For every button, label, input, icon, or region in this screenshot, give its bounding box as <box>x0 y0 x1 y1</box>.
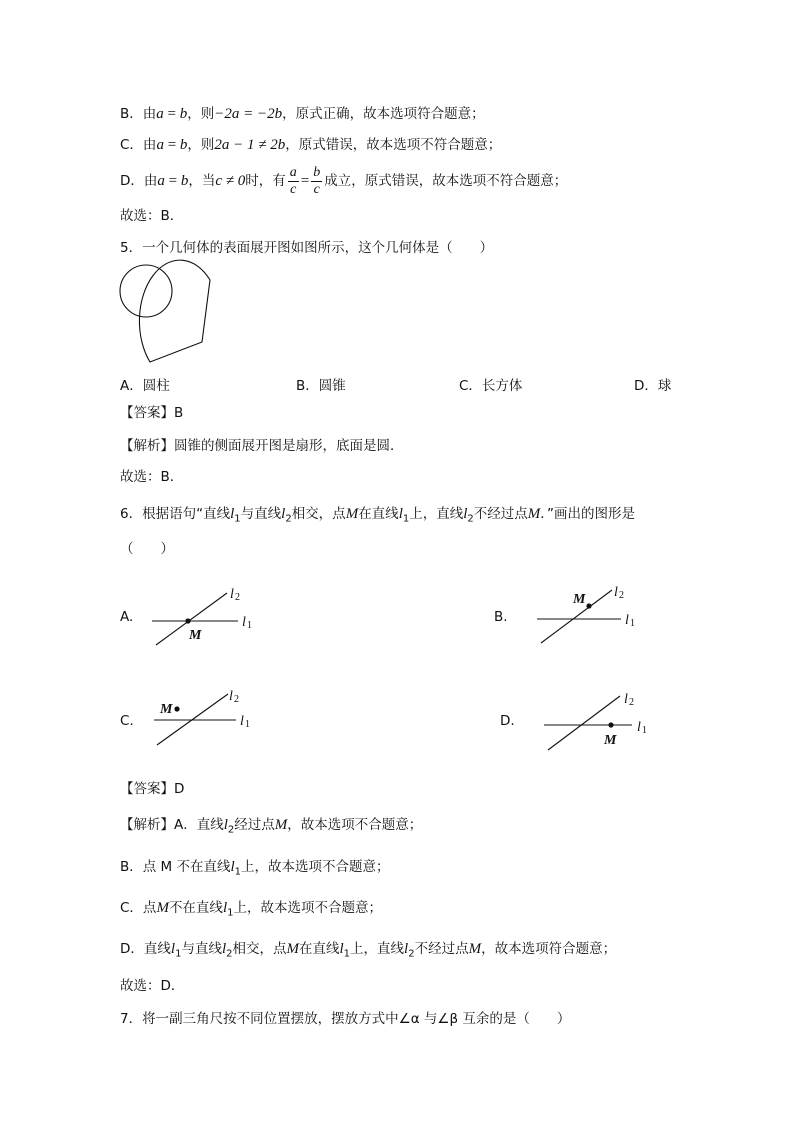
sub-1: 1 <box>234 513 241 525</box>
q5-choice: 故选：B． <box>120 469 184 485</box>
q5-option-a: A．圆柱 <box>120 378 170 394</box>
var-a: a <box>156 137 164 153</box>
q4-b-mid: ，则 <box>187 106 215 122</box>
q4-c-label: C．由 <box>120 137 157 153</box>
q5-option-b: B．圆锥 <box>296 378 346 394</box>
var-b: b <box>179 137 188 153</box>
line-l: l <box>230 506 235 522</box>
q6-an-d-5: 不经过点 <box>414 941 469 957</box>
point-m: M <box>274 817 288 833</box>
point-m: M <box>345 506 359 522</box>
q5-analysis: 【解析】圆锥的侧面展开图是扇形，底面是圆． <box>120 438 404 454</box>
q6-paren: （ ） <box>120 541 174 557</box>
q6-option-b-label: B. <box>494 609 508 625</box>
q5-stem: 5．一个几何体的表面展开图如图所示，这个几何体是（ ） <box>120 240 494 256</box>
point-m-dot <box>608 722 613 727</box>
q4-b-label: B．由 <box>120 106 157 122</box>
q6-figure-b <box>535 585 655 650</box>
q4-b-tail: ，原式正确，故本选项符合题意； <box>282 106 485 122</box>
q6-stem-mid2: 相交，点 <box>291 506 346 522</box>
q6-stem-end: ．”画出的图形是 <box>540 506 636 522</box>
q6-an-d-3: 在直线 <box>299 941 340 957</box>
q6-stem-mid4: 上，直线 <box>409 506 464 522</box>
line-l: l <box>404 941 409 957</box>
q6-an-c-pre: C．点 <box>120 900 157 916</box>
line-l: l <box>463 506 468 522</box>
frac-num: a <box>289 164 297 180</box>
eq-sign: = <box>163 137 180 153</box>
label-m: M <box>189 628 202 643</box>
q6-an-d-2: 相交，点 <box>232 941 287 957</box>
line-l: l <box>223 817 228 833</box>
q6-an-a-pre: 【解析】A．直线 <box>120 817 224 833</box>
sub-1: 1 <box>247 620 252 631</box>
sub-1: 1 <box>175 948 182 960</box>
q6-an-d-1: 与直线 <box>181 941 222 957</box>
eq-sign: = <box>163 106 180 122</box>
sub-1: 1 <box>630 618 635 629</box>
label-l: l <box>242 615 246 630</box>
q6-analysis-b <box>120 858 390 882</box>
q5-option-c: C．长方体 <box>459 378 523 394</box>
label-m: M <box>160 702 173 717</box>
q4-d-mid: ，当 <box>188 173 216 189</box>
label-l: l <box>625 613 629 628</box>
q6-stem-mid5: 不经过点 <box>473 506 528 522</box>
label-l: l <box>230 587 234 602</box>
q6-analysis-a <box>120 816 422 840</box>
q6-figure-c <box>152 688 272 750</box>
q6-an-a-end: ，故本选项不合题意； <box>287 817 423 833</box>
label-m: M <box>573 592 586 607</box>
q6-option-c-label: C. <box>120 713 134 729</box>
sub-2: 2 <box>234 694 239 705</box>
q4-c-mid: ，则 <box>187 137 215 153</box>
q6-option-d-label: D. <box>500 713 515 729</box>
q4-d-cond: c ≠ 0 <box>215 173 246 189</box>
q4-c-tail: ，原式错误，故本选项不符合题意； <box>285 137 502 153</box>
q7-stem: 7．将一副三角尺按不同位置摆放，摆放方式中∠α 与∠β 互余的是（ ） <box>120 1011 571 1027</box>
q6-stem <box>120 505 635 529</box>
q6-stem-pre: 6．根据语句“直线 <box>120 506 231 522</box>
q4-option-d-line <box>120 163 567 199</box>
sub-1: 1 <box>402 513 410 525</box>
sub-2: 2 <box>619 590 624 601</box>
fraction-b-over-c <box>311 165 322 198</box>
net-sector-lateral <box>139 260 210 362</box>
sub-1: 1 <box>343 948 351 960</box>
sub-2: 2 <box>227 824 235 836</box>
q6-option-a-label: A. <box>120 609 134 625</box>
q4-option-c-line <box>120 136 501 154</box>
label-l: l <box>240 714 244 729</box>
q6-an-a-mid: 经过点 <box>234 817 275 833</box>
fraction-a-over-c <box>288 165 299 198</box>
frac-den: c <box>290 181 297 197</box>
frac-num: b <box>313 164 321 180</box>
frac-den: c <box>313 181 320 197</box>
q6-figure-a <box>150 585 270 650</box>
q4-option-b-line <box>120 105 485 123</box>
point-m: M <box>527 506 541 522</box>
q4-d-mid2: 时，有 <box>245 173 286 189</box>
q6-figure-d <box>540 688 660 756</box>
point-m: M <box>286 941 299 957</box>
q6-stem-mid1: 与直线 <box>240 506 282 522</box>
point-m-dot <box>185 618 190 623</box>
point-m: M <box>468 941 482 957</box>
sub-2: 2 <box>629 697 634 708</box>
q4-b-expr: −2a = −2b <box>214 106 283 122</box>
label-l: l <box>229 689 233 704</box>
var-b: b <box>179 106 188 122</box>
sub-2: 2 <box>235 592 240 603</box>
label-l: l <box>624 692 628 707</box>
q6-an-b-pre: B．点 M 不在直线 <box>120 859 231 875</box>
sub-2: 2 <box>285 513 292 525</box>
var-a: a <box>157 173 165 189</box>
eq-sign: = <box>164 173 181 189</box>
q6-an-c-mid: 不在直线 <box>168 900 223 916</box>
sub-1: 1 <box>642 725 647 736</box>
line-l: l <box>222 900 228 916</box>
sub-1: 1 <box>245 719 250 730</box>
sub-1: 1 <box>227 907 234 919</box>
q6-answer: 【答案】D <box>120 781 185 797</box>
sub-2: 2 <box>408 948 415 960</box>
line-l: l <box>339 941 344 957</box>
q4-d-label: D．由 <box>120 173 158 189</box>
label-l: l <box>614 585 618 600</box>
label-m: M <box>604 733 617 748</box>
q6-an-d-4: 上，直线 <box>350 941 405 957</box>
net-circle-base <box>120 265 172 317</box>
q6-analysis-c <box>120 899 382 923</box>
q4-choice: 故选：B． <box>120 208 184 224</box>
q6-an-b-end: 上，故本选项不合题意； <box>241 859 390 875</box>
eq-sign: = <box>300 173 310 189</box>
point-m: M <box>156 900 169 916</box>
label-l: l <box>637 720 641 735</box>
var-b: b <box>180 173 189 189</box>
q6-choice: 故选：D． <box>120 978 185 994</box>
q5-answer: 【答案】B <box>120 405 184 421</box>
q5-option-d: D．球 <box>634 378 672 394</box>
var-a: a <box>156 106 164 122</box>
line-l: l <box>398 506 403 522</box>
sub-1: 1 <box>234 866 242 878</box>
q6-an-d-end: ，故本选项符合题意； <box>481 941 617 957</box>
line-l: l <box>221 941 227 957</box>
q6-an-d-pre: D．直线 <box>120 941 171 957</box>
sub-2: 2 <box>467 513 474 525</box>
line-l: l <box>170 941 176 957</box>
line-l: l <box>281 506 286 522</box>
q6-an-c-end: 上，故本选项不合题意； <box>233 900 382 916</box>
point-m-dot <box>174 706 179 711</box>
sub-2: 2 <box>226 948 233 960</box>
line-l: l <box>230 859 235 875</box>
q5-net-figure <box>110 262 220 367</box>
q4-d-tail: 成立，原式错误，故本选项不符合题意； <box>324 173 568 189</box>
q6-stem-mid3: 在直线 <box>358 506 399 522</box>
q4-c-expr: 2a − 1 ≠ 2b <box>214 137 286 153</box>
q6-analysis-d <box>120 940 616 964</box>
point-m-dot <box>586 603 591 608</box>
